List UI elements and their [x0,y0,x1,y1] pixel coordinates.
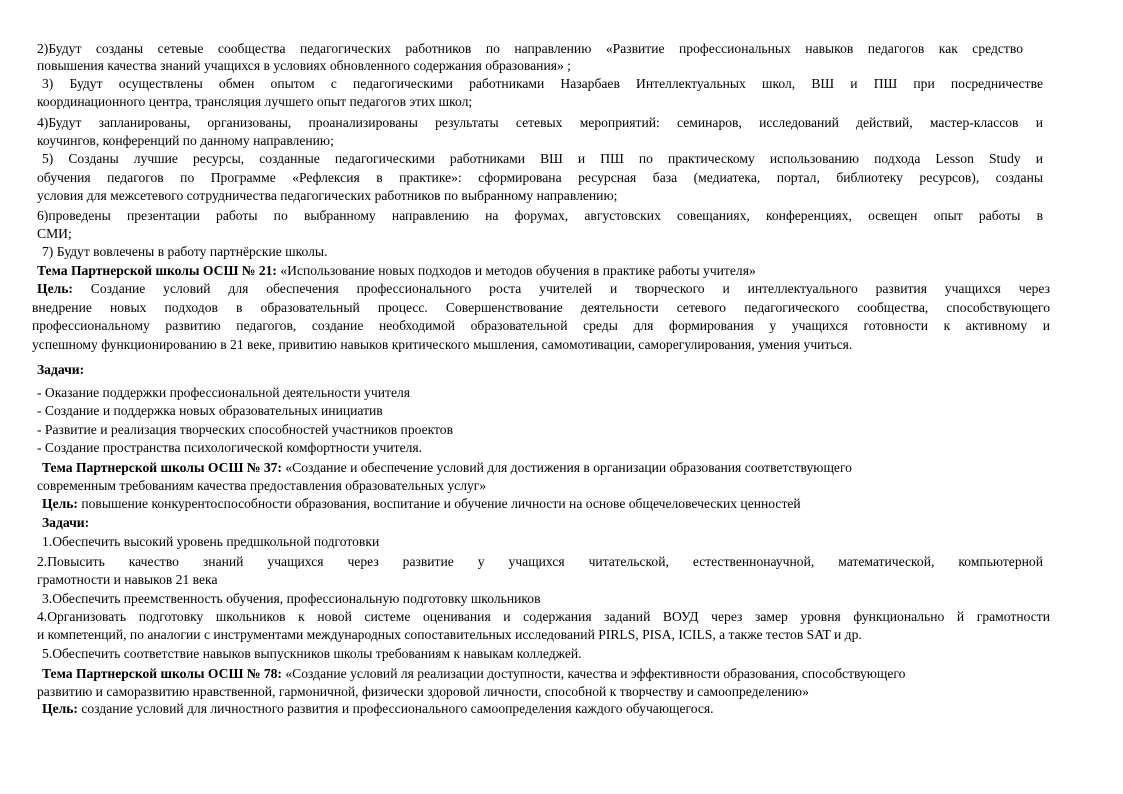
list-item: - Оказание поддержки профессиональной деятельности учителя [37,385,411,400]
list-item: 4.Организовать подготовку школьников к новой системе оценивания и содержания заданий ВОУД через замер уровня функционально й грамотности [37,609,1050,624]
goal-text: повышение конкурентоспособности образования, воспитание и обучение личности на основе общечеловеческих ценностей [77,496,801,511]
paragraph-line: повышения качества знаний учащихся в условиях обновленного содержания образования» ; [37,58,571,73]
section-title-bold: Тема Партнерской школы ОСШ № 21: [37,263,277,278]
section-title-bold: Тема Партнерской школы ОСШ № 37: [42,460,282,475]
paragraph-line: грамотности и навыков 21 века [37,572,218,587]
section-title-text: «Использование новых подходов и методов обучения в практике работы учителя» [276,263,756,278]
paragraph-line: СМИ; [37,226,72,241]
paragraph-line: внедрение новых подходов в образовательный процесс. Совершенствование деятельности сетевого педагогического сообщества, способствующего [32,300,1050,315]
section-title-line [37,262,756,279]
list-item: - Развитие и реализация творческих способностей участников проектов [37,422,454,437]
section-title-line [42,459,852,476]
list-item: - Создание пространства психологической комфортности учителя. [37,440,423,455]
paragraph-line: 2)Будут созданы сетевые сообщества педагогических работников по направлению «Развитие профессиональных навыков педагогов как средство [37,41,1023,56]
goal-label: Цель: [37,281,73,296]
paragraph-line: успешному функционированию в 21 веке, привитию навыков критического мышления, самомотивации, саморегулирования, умения учиться. [32,337,853,352]
paragraph-line: обучения педагогов по Программе «Рефлексия в практике»: сформирована ресурсная база (медиатека, портал, библиотеку ресурсов), созданы [37,170,1043,185]
paragraph-line: 4)Будут запланированы, организованы, проанализированы результаты сетевых мероприятий: семинаров, исследований действий, мастер-классов и [37,115,1043,130]
list-item: - Создание и поддержка новых образовательных инициатив [37,403,383,418]
goal-line [42,495,801,512]
section-title-line [42,665,905,682]
list-item: 3.Обеспечить преемственность обучения, профессиональную подготовку школьников [42,591,541,606]
goal-label: Цель: [42,496,78,511]
goal-line [37,280,1050,297]
list-item: 1.Обеспечить высокий уровень предшкольной подготовки [42,534,380,549]
paragraph-line: условия для межсетевого сотрудничества педагогических работников по выбранному направлению; [37,188,618,203]
section-title-bold: Тема Партнерской школы ОСШ № 78: [42,666,282,681]
paragraph-line: координационного центра, трансляция лучшего опыт педагогов этих школ; [37,94,473,109]
paragraph-line: профессиональному развитию педагогов, создание необходимой образовательной среды для формирования у учащихся готовности к активному и [32,318,1050,333]
paragraph-line: 3) Будут осуществлены обмен опытом с педагогическими работниками Назарбаев Интеллектуальных школ, ВШ и ПШ при посредничестве [42,76,1043,91]
tasks-label: Задачи: [37,362,85,377]
paragraph-line: современным требованиям качества предоставления образовательных услуг» [37,478,487,493]
paragraph-line: и компетенций, по аналогии с инструментами международных сопоставительных исследований PIRLS, PISA, ICILS, а также тестов SAT и др. [37,627,862,642]
goal-label: Цель: [42,701,78,716]
tasks-label: Задачи: [42,515,90,530]
tasks-heading [37,361,84,378]
paragraph-line: 5) Созданы лучшие ресурсы, созданные педагогическими работниками ВШ и ПШ по практическому использованию подхода Lesson Study и [42,151,1043,166]
goal-text: Создание условий для обеспечения профессионального роста учителей и творческого и интеллектуального развития учащихся через [72,281,1050,296]
goal-line [42,700,714,717]
paragraph-line: коучингов, конференций по данному направлению; [37,133,334,148]
list-item: 5.Обеспечить соответствие навыков выпускников школы требованиям к навыкам колледжей. [42,646,582,661]
tasks-heading [42,514,89,531]
section-title-text: «Создание условий ля реализации доступности, качества и эффективности образования, способствующего [281,666,906,681]
paragraph-line: 6)проведены презентации работы по выбранному направлению на форумах, августовских совещаниях, конференциях, освещен опыт работы в [37,208,1043,223]
section-title-text: «Создание и обеспечение условий для достижения в организации образования соответствующего [281,460,852,475]
list-item: 2.Повысить качество знаний учащихся через развитие у учащихся читательской, естественнонаучной, математической, компьютерной [37,554,1043,569]
goal-text: создание условий для личностного развития и профессионального самоопределения каждого обучающегося. [77,701,714,716]
paragraph-line: развитию и саморазвитию нравственной, гармоничной, физически здоровой личности, способной к творчеству и самоопределению» [37,684,809,699]
paragraph-line: 7) Будут вовлечены в работу партнёрские школы. [42,244,328,259]
